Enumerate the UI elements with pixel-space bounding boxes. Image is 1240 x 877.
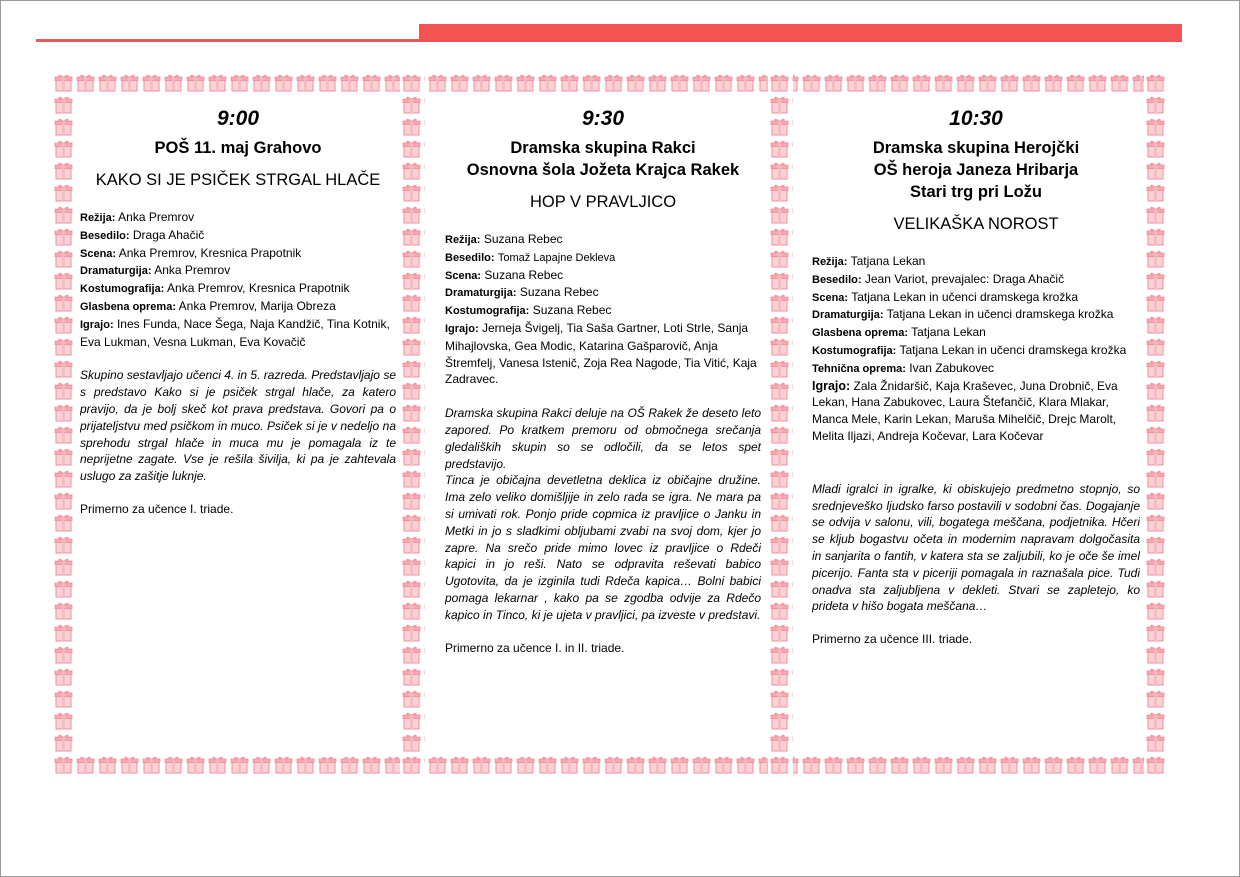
credit-row (812, 306, 1140, 324)
credit-key: Kostumografija: (812, 344, 897, 357)
credit-value: Jerneja Švigelj, Tia Saša Gartner, Loti Strle, Sanja Mihajlovska, Gea Modic, Katarina Gašparovič, Anja Štremfelj, Vanesa Istenič, Zoja Rea Nagode, Tia Vitić, Kaja Zadravec. (445, 320, 757, 387)
show-description (812, 481, 1140, 615)
credit-value: Anka Premrov (154, 263, 231, 278)
gift-border-left (52, 72, 76, 776)
credit-row (812, 378, 1140, 445)
credit-key: Scena: (812, 291, 849, 304)
gift-border-divider-2 (768, 72, 793, 776)
credit-value: Tatjana Lekan in učenci dramskega krožka (851, 289, 1078, 304)
credit-key: Režija: (445, 234, 481, 246)
credit-value: Suzana Rebec (519, 285, 599, 300)
credit-row (445, 249, 761, 267)
gift-border-divider-1 (400, 72, 425, 776)
show-time: 9:00 (216, 107, 260, 130)
credits-list (80, 209, 396, 350)
show-column-1 (80, 94, 396, 754)
credit-key: Glasbena oprema: (812, 327, 908, 340)
show-title: KAKO SI JE PSIČEK STRGAL HLAČE (95, 171, 381, 189)
credit-key: Igrajo: (812, 378, 851, 393)
credit-key: Besedilo: (812, 273, 862, 286)
show-description (445, 405, 761, 623)
organizer-line: Stari trg pri Ložu (910, 183, 1042, 201)
credit-value: Ivan Zabukovec (909, 360, 994, 375)
show-title: HOP V PRAVLJICO (529, 193, 677, 211)
credit-row (445, 320, 761, 388)
credit-value: Anka Premrov, Kresnica Prapotnik (167, 281, 350, 296)
credit-row (80, 316, 396, 351)
credit-row (445, 267, 761, 285)
show-title: VELIKAŠKA NOROST (893, 215, 1059, 233)
credit-row (445, 302, 761, 320)
credit-value: Tatjana Lekan in učenci dramskega krožka (886, 307, 1114, 322)
gift-border-right (1144, 72, 1166, 776)
description-paragraph: Dramska skupina Rakci deluje na OŠ Rakek že deseto leto zapored. Po kratkem premoru od območnega srečanja gledaliških skupin so se odločili, da se letos spet predstavijo. (445, 406, 761, 471)
gift-border-top (52, 72, 1166, 94)
show-organizer (80, 137, 396, 159)
description-paragraph: Mladi igralci in igralke, ki obiskujejo predmetno stopnjo, so srednjeveško ljudsko farso postavili v sodobni čas. Dogajanje se odvija v salonu, vili, bogatega meščana, podjetnika. Hčeri se kljub bogastvu očeta in modernim napravam dolgočasita in sanjarita o fantih, v katera sta se zaljubili, ko je oče še imel picerijo. Fanta sta v piceriji pomagala in raznašala pice. Tudi onadva sta zaljubljena v dekleti. Stvari se zapletejo, ko prideta v hišo bogata meščana… (812, 481, 1140, 614)
credit-row (80, 262, 396, 280)
credit-row (80, 280, 396, 298)
credit-key: Dramaturgija: (80, 265, 152, 278)
credit-key: Dramaturgija: (445, 287, 517, 300)
show-time: 9:30 (581, 107, 625, 130)
age-recommendation: Primerno za učence I. triade. (80, 501, 234, 516)
header-rule-thick (419, 24, 1182, 42)
gift-border-bottom (52, 754, 1166, 776)
credit-value: Tatjana Lekan (911, 325, 986, 340)
credit-key: Dramaturgija: (812, 309, 884, 322)
credit-key: Režija: (812, 256, 848, 268)
description-paragraph: Tinca je običajna devetletna deklica iz običajne družine. Ima zelo veliko domišljije in zelo rada se igra. Ne mara pa si umivati rok. Ponjo pride copmica iz pravljice o Janku in Metki in jo s sladkimi obljubami zvabi na svoj dom, kjer jo zapre. Na srečo pride mimo lovec iz pravljice o Rdeči kapici in jo reši. Nato se odpravita reševati babico Ugotovita, da je izginila tudi Rdeča kapica… Bolni babici pomaga lekarnar , kako pa se zgodba odvije za Rdečo kapico in Tinco, ki je ujeta v pravljici, pa izveste v predstavi. (445, 473, 761, 622)
credit-row (80, 298, 396, 316)
credit-key: Besedilo: (445, 251, 495, 264)
organizer-line: Dramska skupina Rakci (510, 139, 696, 157)
credit-value: Zala Žnidaršič, Kaja Kraševec, Juna Drobnič, Eva Lekan, Hana Zabukovec, Laura Štefančič, Klara Mlakar, Manca Mele, Karin Lekan, Maruša Mihelčič, Drejc Marolt, Melita Iljazi, Andreja Kočevar, Lara Kočevar (812, 378, 1118, 443)
credit-row (80, 227, 396, 245)
credit-value: Jean Variot, prevajalec: Draga Ahačič (864, 271, 1065, 286)
show-column-2 (445, 94, 761, 754)
credit-value: Draga Ahačič (132, 227, 205, 242)
show-organizer (812, 137, 1140, 203)
credit-row (445, 231, 761, 249)
organizer-line: Osnovna šola Jožeta Krajca Rakek (466, 161, 740, 179)
credit-row (80, 209, 396, 227)
age-recommendation: Primerno za učence I. in II. triade. (445, 640, 625, 655)
credit-value: Anka Premrov (118, 210, 195, 224)
credit-key: Kostumografija: (445, 305, 530, 318)
credit-value: Suzana Rebec (484, 267, 564, 282)
age-recommendation: Primerno za učence III. triade. (812, 632, 973, 647)
credit-row (812, 289, 1140, 307)
credit-row (812, 271, 1140, 289)
credit-row (445, 284, 761, 302)
show-organizer (445, 137, 761, 181)
organizer-line: OŠ heroja Janeza Hribarja (873, 161, 1079, 179)
credit-key: Igrajo: (80, 318, 114, 331)
credit-key: Scena: (445, 269, 482, 282)
credit-key: Scena: (80, 247, 117, 260)
credit-value: Tatjana Lekan (850, 254, 926, 268)
credit-key: Igrajo: (445, 322, 479, 335)
credits-list (445, 231, 761, 388)
credit-value: Anka Premrov, Kresnica Prapotnik (118, 245, 302, 260)
credit-key: Kostumografija: (80, 283, 165, 296)
credit-key: Besedilo: (80, 229, 130, 242)
credit-row (812, 324, 1140, 342)
description-paragraph: Skupino sestavljajo učenci 4. in 5. razreda. Predstavljajo se s predstavo Kako si je psiček strgal hlače, za katero pravijo, da je bolj skeč kot prava predstava. Govori pa o prijateljstvu med psičkom in muco. Psiček si je v nedeljo na sprehodu strgal hlače in muca mu je pomagala iz te neprijetne zagate. Vse je rešila šivilja, ki pa je zahtevala uslugo za zašitje luknje. (80, 368, 396, 484)
credit-key: Glasbena oprema: (80, 300, 176, 313)
credit-value: Anka Premrov, Marija Obreza (178, 298, 336, 313)
credit-key: Režija: (80, 212, 116, 224)
credit-row (812, 342, 1140, 360)
credit-row (812, 360, 1140, 378)
show-description (80, 367, 396, 485)
credit-row (80, 245, 396, 263)
credits-list (812, 253, 1140, 445)
credit-value: Suzana Rebec (483, 232, 563, 246)
credit-value: Suzana Rebec (532, 303, 612, 318)
credit-row (812, 253, 1140, 271)
credit-value: Tatjana Lekan in učenci dramskega krožka (899, 342, 1127, 357)
header-rule-thin (36, 39, 419, 42)
credit-key: Tehnična oprema: (812, 362, 906, 375)
organizer-line: Dramska skupina Herojčki (872, 139, 1080, 157)
organizer-line: POŠ 11. maj Grahovo (154, 139, 322, 157)
credit-value: Tomaž Lapajne Dekleva (497, 251, 616, 264)
credit-value: Ines Funda, Nace Šega, Naja Kandžič, Tina Kotnik, Eva Lukman, Vesna Lukman, Eva Kovačič (80, 316, 390, 349)
program-frame (52, 72, 1166, 776)
show-column-3 (812, 94, 1140, 754)
show-time: 10:30 (949, 107, 1003, 130)
